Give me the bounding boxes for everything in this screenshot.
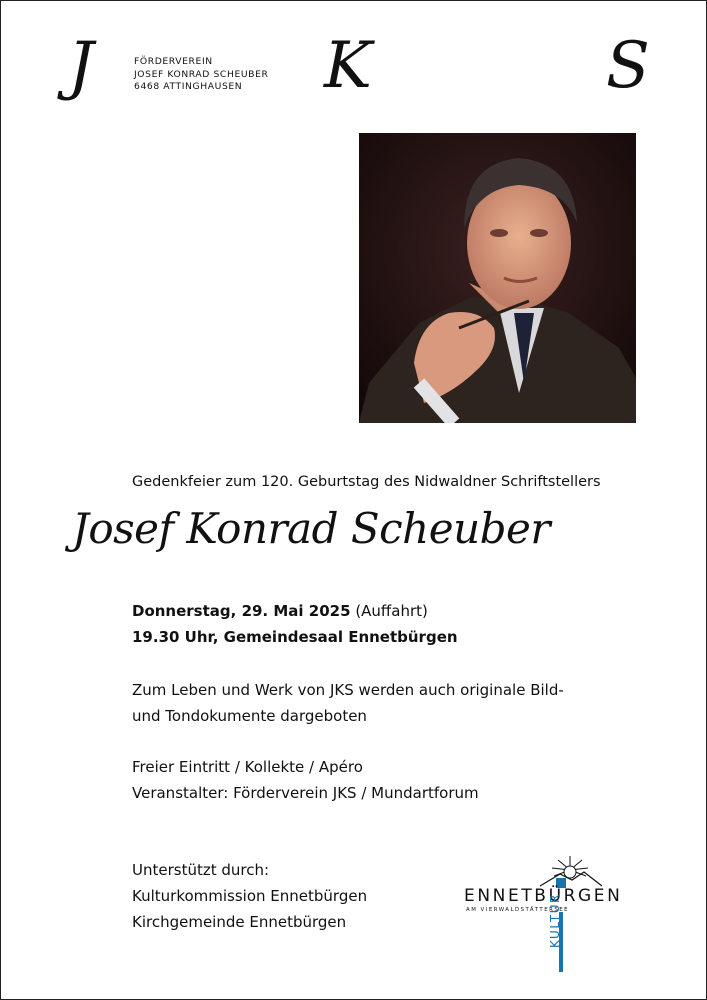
portrait-photo [359, 133, 636, 423]
description-line: und Tondokumente dargeboten [132, 707, 367, 725]
event-time-place: 19.30 Uhr, Gemeindesaal Ennetbürgen [132, 628, 458, 646]
event-date: Donnerstag, 29. Mai 2025 [132, 602, 351, 620]
association-line: 6468 ATTINGHAUSEN [134, 81, 243, 92]
association-line: JOSEF KONRAD SCHEUBER [134, 68, 269, 80]
event-info [132, 754, 479, 806]
initial-s: S [606, 29, 650, 103]
association-address [134, 56, 268, 94]
event-date-note: (Auffahrt) [355, 602, 428, 620]
author-name-heading: Josef Konrad Scheuber [72, 504, 550, 553]
event-intro: Gedenkfeier zum 120. Geburtstag des Nidwaldner Schriftstellers [132, 474, 601, 490]
ennetbuergen-kultur-logo [460, 850, 650, 980]
event-details [132, 598, 458, 650]
info-line: Veranstalter: Förderverein JKS / Mundartforum [132, 784, 479, 802]
initial-k: K [324, 29, 372, 103]
info-line: Freier Eintritt / Kollekte / Apéro [132, 758, 363, 776]
association-line: FÖRDERVEREIN [134, 56, 213, 67]
support-item: Kulturkommission Ennetbürgen [132, 887, 368, 905]
logo-kultur-label: KULTUR [548, 893, 562, 948]
description-line: Zum Leben und Werk von JKS werden auch originale Bild- [132, 681, 564, 699]
initial-j: J [68, 29, 94, 103]
support-item: Kirchgemeinde Ennetbürgen [132, 913, 347, 931]
event-description [132, 677, 564, 729]
support-list [132, 857, 367, 935]
support-heading: Unterstützt durch: [132, 861, 270, 879]
logo-subtitle: AM VIERWALDSTÄTTERSEE [466, 907, 570, 913]
logo-wordmark: ENNETBÜRGEN [464, 886, 623, 906]
